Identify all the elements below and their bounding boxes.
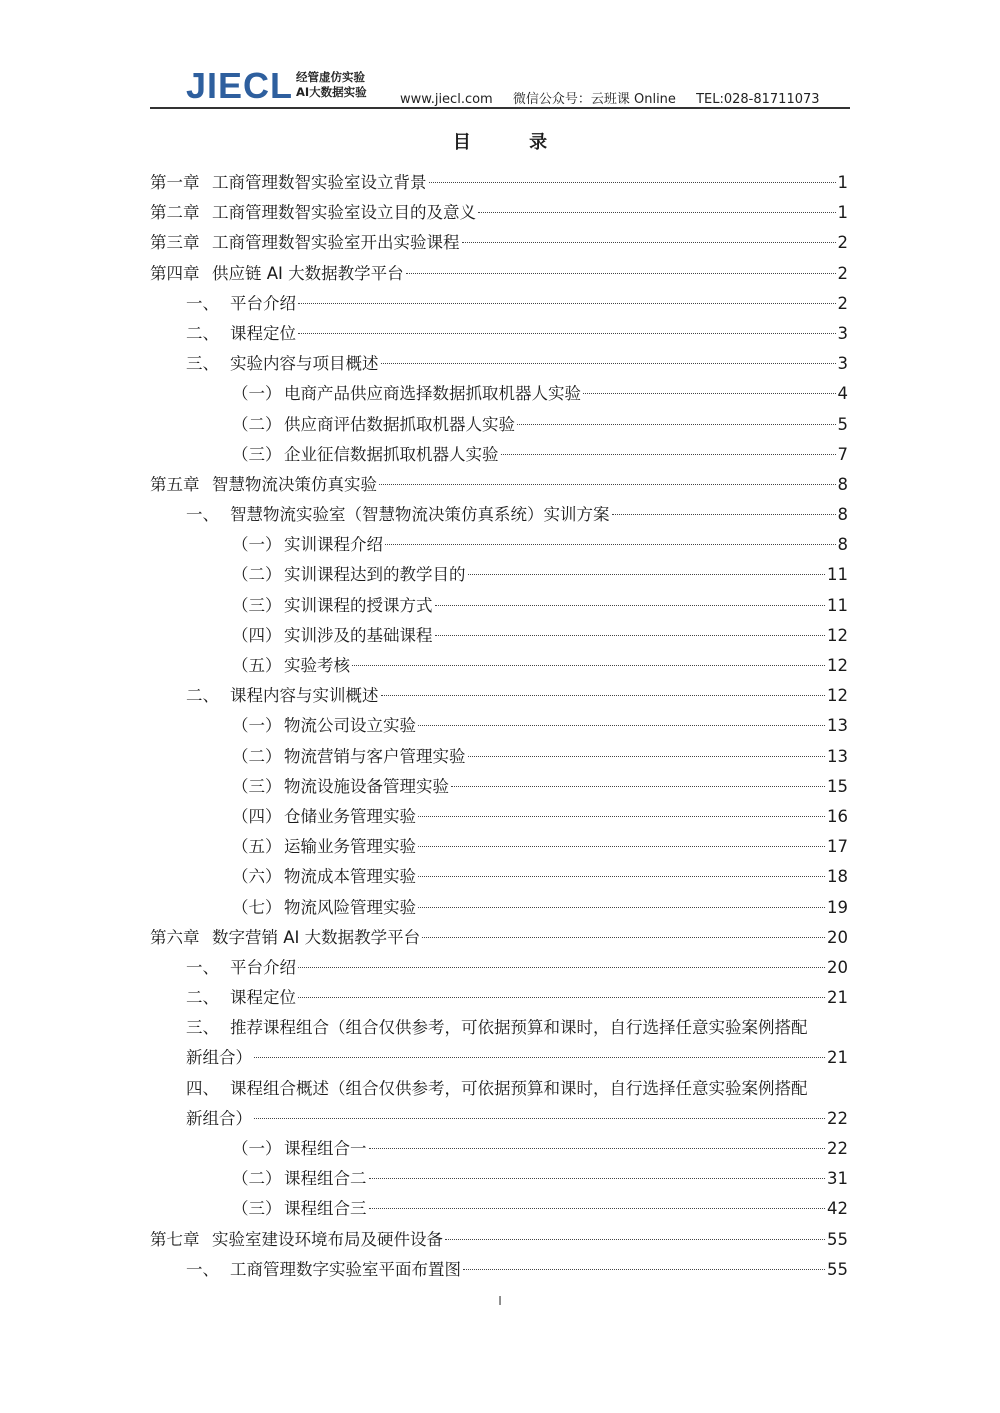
toc-entry-label [186, 289, 296, 319]
toc-entry-number: （二） [232, 1169, 282, 1189]
toc-entry-number: 二、 [186, 686, 219, 706]
toc-entry-page: 2 [837, 263, 848, 283]
toc-entry-number: （二） [232, 414, 282, 434]
toc-entry-label [232, 1134, 367, 1164]
toc-leader-dots [381, 363, 836, 364]
toc-entry-text: 课程定位 [230, 988, 296, 1008]
toc-entry-text: 物流营销与客户管理实验 [284, 746, 466, 766]
toc-entry-page: 22 [827, 1108, 848, 1128]
contact-info [400, 88, 836, 107]
toc-entry-label [232, 530, 383, 560]
toc-entry-row [186, 349, 848, 379]
toc-entry-row [232, 742, 848, 772]
toc-entry-page: 21 [827, 1048, 848, 1068]
toc-entry-row [186, 983, 848, 1013]
toc-entry-page: 55 [827, 1259, 848, 1279]
toc-entry-page: 3 [837, 354, 848, 374]
toc-entry-row [150, 470, 848, 500]
toc-entry-text: 工商管理数智实验室开出实验课程 [212, 233, 460, 253]
toc-entry-number: （二） [232, 746, 282, 766]
toc-entry-text-continued: 新组合） [186, 1108, 252, 1128]
toc-leader-dots [468, 756, 826, 757]
toc-entry[interactable] [150, 893, 848, 923]
toc-entry-continuation [186, 1104, 848, 1134]
toc-entry-row [150, 228, 848, 258]
toc-entry-label [186, 349, 379, 379]
toc-entry-row [186, 319, 848, 349]
toc-entry-label [186, 500, 610, 530]
toc-entry[interactable] [150, 742, 848, 772]
toc-leader-dots [298, 303, 836, 304]
toc-entry-number: （六） [232, 867, 282, 887]
toc-entry-page: 21 [827, 988, 848, 1008]
toc-entry-label [150, 168, 427, 198]
toc-entry-text: 课程组合二 [284, 1169, 367, 1189]
toc-leader-dots [517, 424, 836, 425]
toc-entry-text: 平台介绍 [230, 957, 296, 977]
toc-entry-number: 一、 [186, 505, 219, 525]
toc-entry-label [150, 1225, 443, 1255]
toc-leader-dots [298, 333, 836, 334]
toc-entry-number: 第一章 [150, 173, 200, 192]
toc-leader-dots [418, 816, 825, 817]
toc-entry-text: 运输业务管理实验 [284, 837, 416, 857]
toc-entry[interactable] [150, 1194, 848, 1224]
toc-entry[interactable] [150, 440, 848, 470]
toc-entry-number: （一） [232, 1139, 282, 1159]
toc-entry-row [232, 560, 848, 590]
toc-entry-text: 仓储业务管理实验 [284, 806, 416, 826]
toc-entry[interactable] [150, 1255, 848, 1285]
toc-leader-dots [298, 967, 825, 968]
toc-leader-dots [435, 605, 826, 606]
toc-entry-number: 一、 [186, 957, 219, 977]
toc-entry-row [150, 198, 848, 228]
toc-leader-dots [468, 574, 826, 575]
toc-entry[interactable] [150, 319, 848, 349]
toc-entry-page: 55 [827, 1229, 848, 1249]
toc-entry[interactable] [150, 1164, 848, 1194]
toc-leader-dots [352, 665, 825, 666]
toc-entry-page: 4 [837, 384, 848, 404]
toc-entry-number: （四） [232, 625, 282, 645]
toc-leader-dots [462, 242, 836, 243]
toc-entry[interactable] [150, 681, 848, 711]
toc-entry[interactable] [150, 621, 848, 651]
toc-entry[interactable] [150, 228, 848, 258]
toc-entry-row [186, 500, 848, 530]
toc-entry-number: （三） [232, 776, 282, 796]
toc-entry-page: 8 [837, 505, 848, 525]
toc-entry-text-continued: 新组合） [186, 1048, 252, 1068]
toc-entry-page: 8 [837, 535, 848, 555]
toc-entry[interactable] [150, 983, 848, 1013]
toc-entry-label [150, 198, 476, 228]
toc-entry-number: （一） [232, 535, 282, 555]
toc-entry-page: 22 [827, 1139, 848, 1159]
toc-entry-text: 物流成本管理实验 [284, 867, 416, 887]
toc-entry-label [232, 410, 515, 440]
toc-entry[interactable] [150, 410, 848, 440]
toc-entry[interactable] [150, 1013, 848, 1073]
toc-entry-text: 实验考核 [284, 656, 350, 675]
toc-entry-label [150, 259, 404, 289]
logo-subtitle-line-2: AI大数据实验 [296, 85, 367, 99]
toc-entry-row [232, 621, 848, 651]
toc-entry-label [232, 802, 416, 832]
telephone: TEL:028-81711073 [696, 92, 820, 107]
toc-entry[interactable] [150, 470, 848, 500]
toc-entry-page: 3 [837, 323, 848, 343]
toc-entry[interactable] [150, 500, 848, 530]
toc-entry-number: （五） [232, 837, 282, 857]
toc-entry-row [186, 1013, 848, 1043]
toc-entry[interactable] [150, 711, 848, 741]
toc-entry-label [232, 711, 416, 741]
toc-entry-label [232, 893, 416, 923]
toc-entry-page: 12 [827, 625, 848, 645]
toc-entry-label [232, 742, 466, 772]
toc-entry-text: 实验室建设环境布局及硬件设备 [212, 1229, 443, 1249]
toc-leader-dots [612, 514, 836, 515]
toc-entry-row [232, 440, 848, 470]
toc-entry-text: 物流风险管理实验 [284, 897, 416, 917]
toc-entry-number: 一、 [186, 293, 219, 313]
toc-entry[interactable] [150, 832, 848, 862]
toc-leader-dots [369, 1148, 826, 1149]
toc-entry-page: 11 [827, 565, 848, 585]
toc-entry-label [186, 983, 296, 1013]
toc-entry[interactable] [150, 802, 848, 832]
toc-entry[interactable] [150, 289, 848, 319]
toc-entry[interactable] [150, 198, 848, 228]
toc-entry[interactable] [150, 591, 848, 621]
toc-entry-text: 实训课程达到的教学目的 [284, 565, 466, 585]
toc-entry-number: （三） [232, 595, 282, 615]
toc-entry-number: 二、 [186, 988, 219, 1008]
toc-leader-dots [583, 393, 836, 394]
toc-entry-number: 三、 [186, 1018, 219, 1038]
toc-entry[interactable] [150, 953, 848, 983]
toc-leader-dots [254, 1057, 825, 1058]
toc-entry-text: 实训课程介绍 [284, 535, 383, 555]
toc-entry-row [232, 591, 848, 621]
toc-entry-row [232, 772, 848, 802]
toc-entry-row [186, 681, 848, 711]
toc-entry-text: 企业征信数据抓取机器人实验 [284, 444, 499, 464]
toc-leader-dots [385, 544, 836, 545]
toc-leader-dots [422, 937, 825, 938]
toc-entry-text: 课程组合一 [284, 1139, 367, 1159]
toc-entry-row [232, 1134, 848, 1164]
toc-entry-text: 课程定位 [230, 323, 296, 343]
toc-entry-number: （二） [232, 565, 282, 585]
toc-entry-page: 13 [827, 716, 848, 736]
toc-entry-text: 课程组合概述（组合仅供参考，可依据预算和课时，自行选择任意实验案例搭配 [230, 1078, 808, 1098]
jiecl-logo: JIECL [186, 65, 294, 106]
toc-entry-text: 物流设施设备管理实验 [284, 776, 449, 796]
toc-entry-page: 5 [837, 414, 848, 434]
toc-entry-label [186, 1013, 808, 1043]
page-number: I [498, 1294, 502, 1308]
toc-entry-text: 供应链 AI 大数据教学平台 [212, 263, 404, 283]
toc-entry-row [150, 168, 848, 198]
toc-entry-row [186, 1255, 848, 1285]
toc-entry-number: 四、 [186, 1078, 219, 1098]
toc-entry-text: 实训涉及的基础课程 [284, 625, 433, 645]
toc-entry[interactable] [150, 259, 848, 289]
toc-entry-label [232, 440, 499, 470]
toc-entry[interactable] [150, 349, 848, 379]
toc-entry-label [232, 862, 416, 892]
toc-entry-label [186, 1255, 461, 1285]
toc-entry-text: 物流公司设立实验 [284, 716, 416, 736]
toc-leader-dots [298, 997, 825, 998]
toc-entry-page: 13 [827, 746, 848, 766]
wechat-info: 微信公众号：云班课 Online [512, 92, 676, 107]
toc-leader-dots [445, 1239, 825, 1240]
toc-entry-text: 实验内容与项目概述 [230, 354, 379, 374]
toc-entry[interactable] [150, 530, 848, 560]
toc-entry-label [232, 621, 433, 651]
toc-entry-row [232, 379, 848, 409]
toc-entry-page: 7 [837, 444, 848, 464]
toc-leader-dots [418, 876, 825, 877]
toc-leader-dots [369, 1208, 826, 1209]
website-link[interactable]: www.jiecl.com [400, 92, 493, 107]
toc-entry-text: 课程组合三 [284, 1199, 367, 1219]
toc-entry-label [232, 832, 416, 862]
toc-entry-page: 42 [827, 1199, 848, 1219]
toc-entry-number: （三） [232, 1199, 282, 1219]
toc-entry-page: 20 [827, 927, 848, 947]
toc-entry-label [186, 681, 379, 711]
header-divider [150, 107, 850, 109]
toc-entry-continuation [186, 1043, 848, 1073]
toc-entry[interactable] [150, 772, 848, 802]
toc-entry-label [232, 651, 350, 681]
toc-leader-dots [418, 846, 825, 847]
toc-entry-page: 15 [827, 776, 848, 796]
toc-leader-dots [435, 635, 826, 636]
toc-entry-number: 第三章 [150, 233, 200, 253]
toc-entry-number: 三、 [186, 354, 219, 374]
toc-entry-text: 供应商评估数据抓取机器人实验 [284, 414, 515, 434]
toc-leader-dots [254, 1118, 825, 1119]
toc-title: 目 录 [452, 132, 574, 153]
toc-entry-row [232, 530, 848, 560]
toc-entry[interactable] [150, 923, 848, 953]
toc-entry-row [232, 832, 848, 862]
toc-entry-text: 工商管理数智实验室设立目的及意义 [212, 203, 476, 223]
logo-subtitle [296, 70, 367, 100]
toc-entry-row [186, 953, 848, 983]
toc-leader-dots [379, 484, 836, 485]
toc-entry-text: 实训课程的授课方式 [284, 595, 433, 615]
toc-entry-label [186, 953, 296, 983]
toc-entry[interactable] [150, 1225, 848, 1255]
toc-entry-page: 19 [827, 897, 848, 917]
toc-entry-page: 16 [827, 806, 848, 826]
toc-entry-row [150, 259, 848, 289]
toc-leader-dots [463, 1269, 825, 1270]
toc-entry-number: 一、 [186, 1259, 219, 1279]
toc-entry-row [232, 711, 848, 741]
toc-entry-text: 工商管理数字实验室平面布置图 [230, 1259, 461, 1279]
toc-entry[interactable] [150, 651, 848, 681]
toc-entry-page: 2 [837, 233, 848, 253]
toc-entry-row [150, 923, 848, 953]
toc-entry[interactable] [150, 1134, 848, 1164]
toc-entry-text: 电商产品供应商选择数据抓取机器人实验 [284, 384, 581, 404]
toc-entry-number: 第七章 [150, 1229, 200, 1249]
toc-entry-label [150, 470, 377, 500]
table-of-contents [150, 168, 848, 1285]
toc-entry-text: 工商管理数智实验室设立背景 [212, 173, 427, 192]
toc-entry-row [232, 893, 848, 923]
toc-entry[interactable] [150, 168, 848, 198]
toc-entry-page: 2 [837, 293, 848, 313]
toc-entry-number: 第二章 [150, 203, 200, 223]
toc-entry[interactable] [150, 1074, 848, 1134]
toc-entry-page: 1 [837, 173, 848, 192]
toc-entry-page: 12 [827, 656, 848, 675]
toc-entry-label [232, 772, 449, 802]
toc-entry-row [232, 410, 848, 440]
toc-entry-page: 11 [827, 595, 848, 615]
toc-entry-number: （一） [232, 716, 282, 736]
toc-entry-number: （七） [232, 897, 282, 917]
toc-entry-label [150, 228, 460, 258]
toc-entry-page: 18 [827, 867, 848, 887]
toc-entry-label [232, 1194, 367, 1224]
toc-entry-text: 课程内容与实训概述 [230, 686, 379, 706]
toc-entry[interactable] [150, 379, 848, 409]
toc-leader-dots [381, 695, 826, 696]
toc-entry-row [186, 1074, 848, 1104]
toc-entry-row [150, 1225, 848, 1255]
toc-entry-label [150, 923, 420, 953]
toc-entry-number: （五） [232, 656, 282, 675]
toc-leader-dots [501, 454, 836, 455]
toc-entry-row [186, 289, 848, 319]
toc-entry-page: 20 [827, 957, 848, 977]
toc-entry-row [232, 651, 848, 681]
toc-entry-number: （四） [232, 806, 282, 826]
toc-entry-number: 第四章 [150, 263, 200, 283]
toc-entry-number: （三） [232, 444, 282, 464]
toc-entry-row [232, 1164, 848, 1194]
toc-entry-label [232, 591, 433, 621]
toc-entry-label [186, 1074, 808, 1104]
toc-entry-text: 智慧物流决策仿真实验 [212, 474, 377, 494]
toc-entry-number: 第六章 [150, 927, 200, 947]
toc-leader-dots [418, 907, 825, 908]
toc-entry-text: 数字营销 AI 大数据教学平台 [212, 927, 421, 947]
toc-entry-label [232, 379, 581, 409]
toc-entry-page: 31 [827, 1169, 848, 1189]
toc-entry-label [232, 560, 466, 590]
toc-entry-label [232, 1164, 367, 1194]
toc-entry-page: 8 [837, 474, 848, 494]
toc-entry-text: 智慧物流实验室（智慧物流决策仿真系统）实训方案 [230, 505, 610, 525]
toc-entry-label [186, 319, 296, 349]
logo-subtitle-line-1: 经管虚仿实验 [296, 70, 365, 84]
toc-entry-number: 二、 [186, 323, 219, 343]
toc-leader-dots [429, 182, 836, 183]
toc-leader-dots [478, 212, 836, 213]
toc-entry-text: 推荐课程组合（组合仅供参考，可依据预算和课时，自行选择任意实验案例搭配 [230, 1018, 808, 1038]
toc-entry-row [232, 862, 848, 892]
toc-leader-dots [418, 725, 825, 726]
toc-entry-number: （一） [232, 384, 282, 404]
toc-leader-dots [369, 1178, 826, 1179]
toc-entry[interactable] [150, 560, 848, 590]
toc-entry-row [232, 1194, 848, 1224]
toc-entry-page: 1 [837, 203, 848, 223]
toc-entry-page: 12 [827, 686, 848, 706]
toc-leader-dots [406, 273, 836, 274]
toc-entry-number: 第五章 [150, 474, 200, 494]
toc-entry-text: 平台介绍 [230, 293, 296, 313]
toc-leader-dots [451, 786, 825, 787]
toc-entry-row [232, 802, 848, 832]
page-header [150, 62, 850, 108]
toc-entry-page: 17 [827, 837, 848, 857]
toc-entry[interactable] [150, 862, 848, 892]
